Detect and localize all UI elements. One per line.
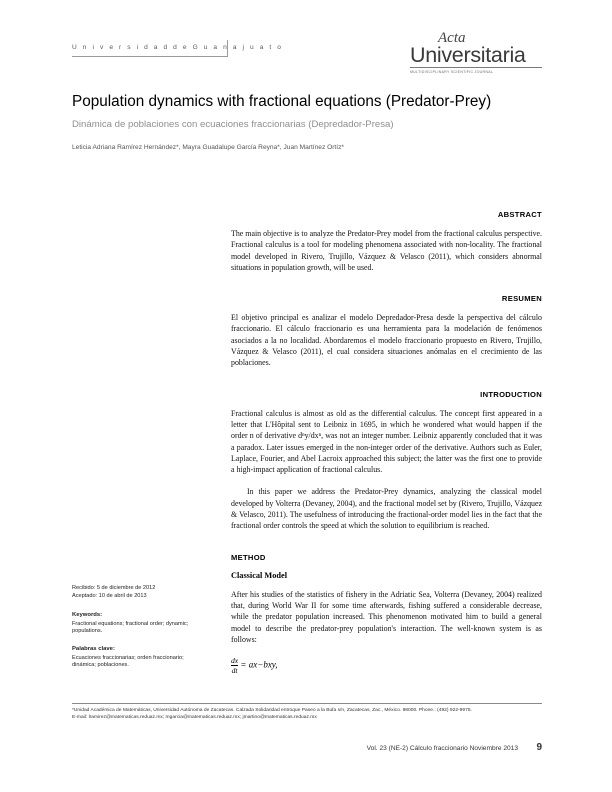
- footnote-affiliation: *Unidad Académica de Matemáticas, Universidad Autónoma de Zacatecas. Calzada Solidaridad entroque Paseo a la Bufa s/n, Zacatecas, Zac., México. 98000. Phone.: (492) 922-9975.: [72, 708, 472, 713]
- page-footer: [72, 742, 542, 758]
- page-header: [72, 30, 542, 84]
- abstract-heading: ABSTRACT: [497, 210, 542, 219]
- classical-model-paragraph: After his studies of the statistics of fishery in the Adriatic Sea, Volterra (Devaney, 2004) realized that, during World War II for some time afterwards, fishing suffered a considerable decrease, while the predator population increased. This phenomenon motivated him to build a general model to describe the predator-prey population's interaction. The well-known system is as follows:: [231, 589, 542, 644]
- logo-rule: [410, 67, 542, 68]
- accepted-date: Aceptado: 10 de abril de 2013: [72, 592, 147, 599]
- footer-citation: Vol. 23 (NE-2) Cálculo fraccionario Noviembre 2013: [366, 745, 518, 752]
- equation-1: [231, 656, 542, 675]
- palabras-clave-text: Ecuaciones fraccionarias; orden fraccionario; dinámica; poblaciones.: [72, 654, 184, 669]
- equation-denominator: dt: [231, 666, 238, 676]
- journal-logo: [410, 32, 542, 74]
- equation-right-hand-side: = ax−bxy,: [240, 659, 278, 670]
- sidebar-metadata: [72, 585, 194, 680]
- resumen-text: El objetivo principal es analizar el modelo Depredador-Presa desde la perspectiva del cálculo fraccionario. El cálculo fraccionario es una herramienta para la modelación de fenómenos asociados a la no localidad. Abordaremos el modelo fraccionario propuesto en Rivero, Trujillo, Vázquez & Velasco (2011), el cual considera situaciones anómalas en el crecimiento de las poblaciones.: [231, 313, 542, 368]
- equation-numerator: dx: [231, 656, 239, 666]
- method-heading: METHOD: [231, 552, 266, 562]
- received-date: Recibido: 5 de diciembre de 2012: [72, 585, 156, 591]
- logo-tagline: MULTIDISCIPLINARY SCIENTIFIC JOURNAL: [410, 69, 494, 74]
- logo-acta-text: Acta: [438, 30, 466, 46]
- title-block: [72, 92, 542, 152]
- introduction-paragraph-1: Fractional calculus is almost as old as the differential calculus. The concept first appeared in a letter that L'Hôpital sent to Leibniz in 1695, in which he wondered what would happen if the order n of derivative dⁿy/dxⁿ, was not an integer number. Leibniz apparently concluded that it was a paradox. Later issues emerged in the non-integer order of the derivative. Authors such as Euler, Laplace, Fourier, and Abel Lacroix approached this subject; the latter was the first one to provide a high-impact application of fractional calculus.: [231, 408, 542, 475]
- keywords-text: Fractional equations; fractional order; dynamic; populations.: [72, 620, 189, 635]
- equation-fraction: [231, 656, 238, 675]
- introduction-paragraph-2: In this paper we address the Predator-Prey dynamics, analyzing the classical model developed by Volterra (Devaney, 2004), and the fractional model set by (Rivero, Trujillo, Vázquez & Velasco, 2011). The usefulness of introducing the fractional-order model lies in the fact that the fractional order controls the speed at which the solution to equilibrium is reached.: [231, 487, 542, 531]
- main-column: [231, 210, 542, 675]
- subtitle: Dinámica de poblaciones con ecuaciones fraccionarias (Depredador-Presa): [72, 119, 394, 130]
- resumen-heading: RESUMEN: [501, 294, 542, 304]
- footnote-divider: [72, 703, 542, 704]
- dates-block: [72, 585, 194, 600]
- footnote-email: E-mail: lramirez@matematicas.reduaz.mx; mgarcia@matematicas.reduaz.mx; jmartino@matematicas.reduaz.mx: [72, 715, 317, 721]
- abstract-text: The main objective is to analyze the Predator-Prey model from the fractional calculus perspective. Fractional calculus is a tool for modeling phenomena associated with non-locality. The fractional model developed in Rivero, Trujillo, Vázquez & Velasco (2011), which considers abnormal situations in population growth, will be used.: [231, 229, 542, 272]
- page-number: 9: [536, 742, 542, 753]
- university-label: U n i v e r s i d a d d e G u a n a j u a t o: [72, 44, 284, 51]
- footnote: [72, 707, 542, 721]
- header-divider: [72, 56, 228, 57]
- palabras-clave-heading: Palabras clave:: [72, 645, 115, 652]
- palabras-clave-block: [72, 646, 194, 670]
- page-title: Population dynamics with fractional equations (Predator-Prey): [72, 93, 492, 110]
- logo-universitaria-text: Universitaria: [410, 43, 526, 67]
- keywords-block: [72, 612, 194, 636]
- keywords-heading: Keywords:: [72, 612, 103, 619]
- introduction-heading: INTRODUCTION: [480, 389, 542, 399]
- classical-model-heading: Classical Model: [231, 570, 287, 580]
- header-divider-vertical: [227, 40, 228, 57]
- author-list: Leticia Adriana Ramírez Hernández*, Mayra Guadalupe García Reyna*, Juan Martínez Ortíz*: [72, 144, 344, 151]
